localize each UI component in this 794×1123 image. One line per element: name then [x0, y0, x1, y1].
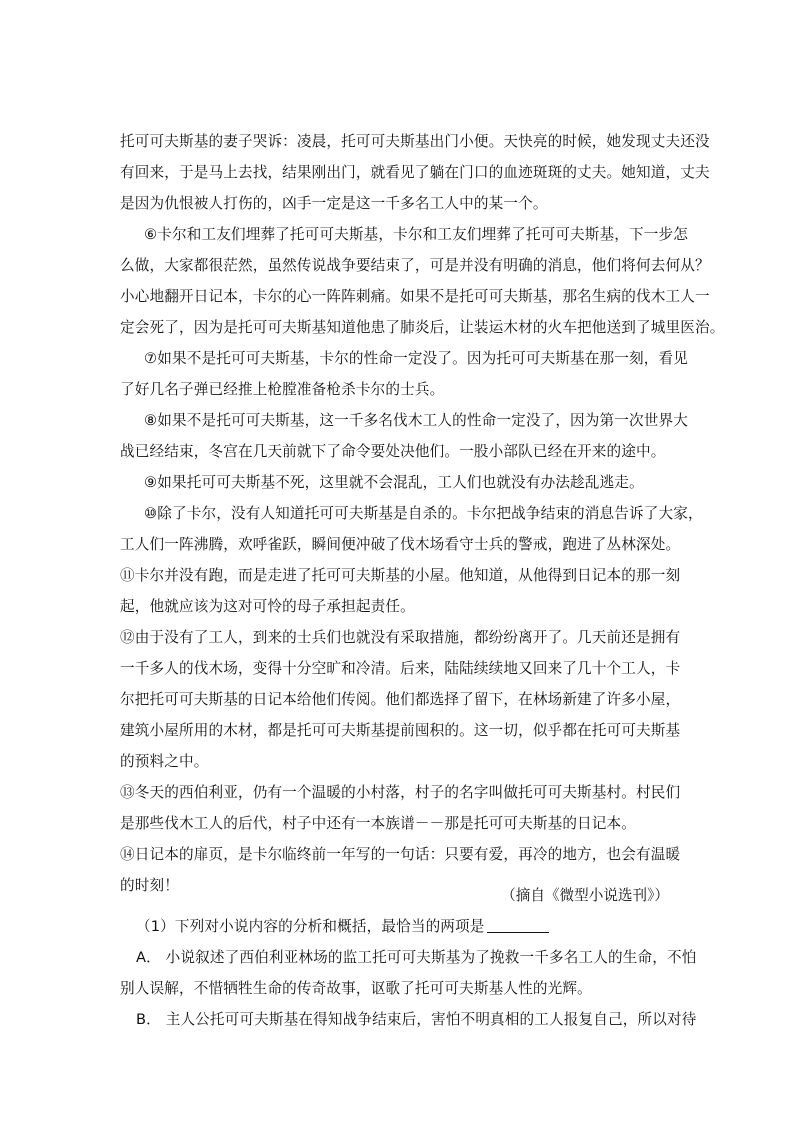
text-line: 是因为仇恨被人打伤的，凶手一定是这一千多名工人中的某一个。 [120, 195, 548, 212]
text-line: 起，他就应该为这对可怜的母子承担起责任。 [120, 598, 415, 615]
text-line: 建筑小屋所用的木材，都是托可可夫斯基提前囤积的。这一切，似乎都在托可可夫斯基 [120, 722, 681, 739]
option-a: A． 小说叙述了西伯利亚林场的监工托可可夫斯基为了挽救一千多名工人的生命，不怕 [136, 949, 697, 966]
text-line: 了好几名子弹已经推上枪膛准备枪杀卡尔的士兵。 [120, 381, 445, 398]
paragraph-start: ⑨如果托可可夫斯基不死，这里就不会混乱，工人们也就没有办法趁乱逃走。 [144, 474, 644, 491]
text-line: 一千多人的伐木场，变得十分空旷和冷清。后来，陆陆续续地又回来了几十个工人，卡 [120, 660, 681, 677]
question-stem [136, 917, 680, 937]
text-line: 的时刻！ [120, 877, 179, 894]
text-line: 么做，大家都很茫然，虽然传说战争要结束了，可是并没有明确的消息，他们将何去何从？ [120, 257, 710, 274]
paragraph-start: ⑧如果不是托可可夫斯基，这一千多名伐木工人的性命一定没了，因为第一次世界大 [144, 412, 689, 429]
paragraph-start: ⑬冬天的西伯利亚，仍有一个温暖的小村落，村子的名字叫做托可可夫斯基村。村民们 [120, 784, 681, 801]
paragraph-start: ⑥卡尔和工友们埋葬了托可可夫斯基，卡尔和工友们埋葬了托可可夫斯基，下一步怎 [144, 226, 689, 243]
text-line: 是那些伐木工人的后代，村子中还有一本族谱－－那是托可可夫斯基的日记本。 [120, 815, 637, 832]
text-line: 工人们一阵沸腾，欢呼雀跃，瞬间便冲破了伐木场看守士兵的警戒，跑进了丛林深处。 [120, 536, 681, 553]
option-b: B． 主人公托可可夫斯基在得知战争结束后，害怕不明真相的工人报复自己，所以对待 [136, 1011, 697, 1028]
option-a-continued: 别人误解，不惜牺牲生命的传奇故事，讴歌了托可可夫斯基人性的光辉。 [120, 980, 592, 997]
paragraph-start: ⑦如果不是托可可夫斯基，卡尔的性命一定没了。因为托可可夫斯基在那一刻，看见 [144, 350, 689, 367]
text-line: 尔把托可可夫斯基的日记本给他们传阅。他们都选择了留下，在林场新建了许多小屋， [120, 691, 681, 708]
question-text: （1）下列对小说内容的分析和概括，最恰当的两项是 [136, 918, 485, 935]
answer-blank [487, 918, 549, 933]
text-line: 定会死了，因为是托可可夫斯基知道他患了肺炎后，让装运木材的火车把他送到了城里医治。 [120, 319, 725, 336]
text-line: 小心地翻开日记本，卡尔的心一阵阵刺痛。如果不是托可可夫斯基，那名生病的伐木工人一 [120, 288, 710, 305]
paragraph-start: ⑩除了卡尔，没有人知道托可可夫斯基是自杀的。卡尔把战争结束的消息告诉了大家， [144, 505, 703, 522]
paragraph-start: ⑭日记本的扉页，是卡尔临终前一年写的一句话：只要有爱，再冷的地方，也会有温暖 [120, 846, 681, 863]
text-line: 托可可夫斯基的妻子哭诉：凌晨，托可可夫斯基出门小便。天快亮的时候，她发现丈夫还没 [120, 133, 710, 150]
paragraph-start: ⑫由于没有了工人，到来的士兵们也就没有采取措施，都纷纷离开了。几天前还是拥有 [120, 629, 681, 646]
text-line: 有回来，于是马上去找，结果刚出门，就看见了躺在门口的血迹斑斑的丈夫。她知道，丈夫 [120, 164, 710, 181]
text-line: 战已经结束，冬宫在几天前就下了命令要处决他们。一股小部队已经在开来的途中。 [120, 443, 666, 460]
source-attribution: （摘自《微型小说选刊》） [501, 887, 669, 904]
paragraph-start: ⑪卡尔并没有跑，而是走进了托可可夫斯基的小屋。他知道，从他得到日记本的那一刻 [120, 567, 681, 584]
text-line: 的预料之中。 [120, 753, 209, 770]
